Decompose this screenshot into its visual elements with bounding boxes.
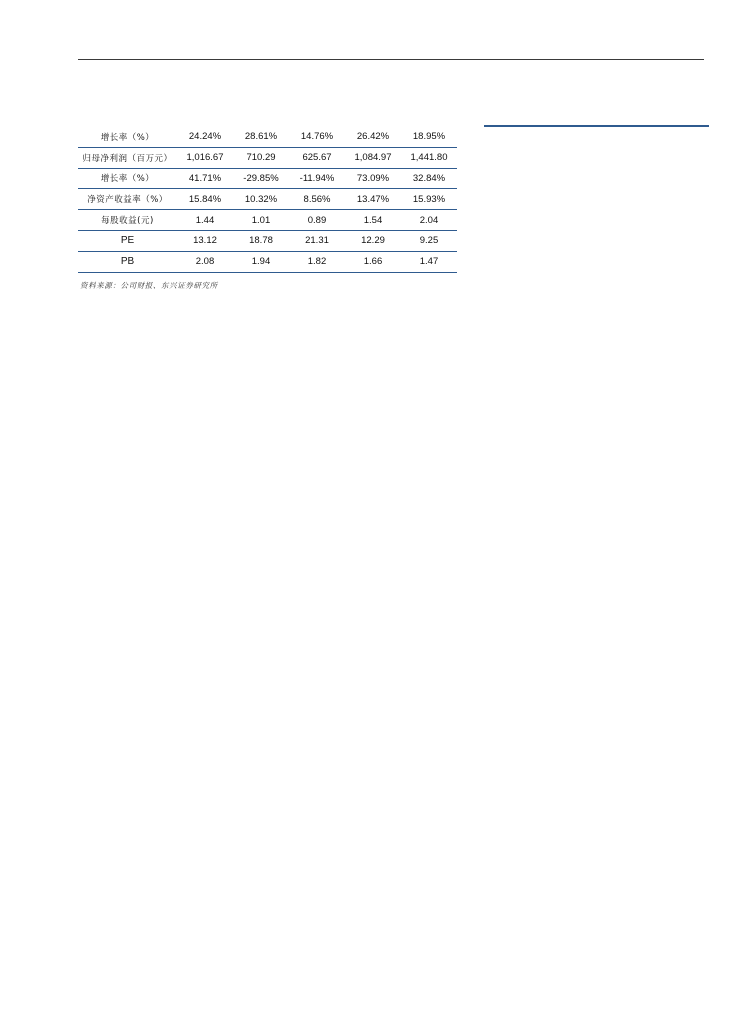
table-cell: -29.85% bbox=[233, 168, 289, 189]
table-cell: 21.31 bbox=[289, 230, 345, 251]
table-cell: 18.78 bbox=[233, 230, 289, 251]
table-cell: 1.01 bbox=[233, 210, 289, 231]
table-row bbox=[78, 230, 457, 251]
table-cell: 0.89 bbox=[289, 210, 345, 231]
table-cell: 1,441.80 bbox=[401, 147, 457, 168]
table-cell: 1.47 bbox=[401, 251, 457, 272]
table-cell: 32.84% bbox=[401, 168, 457, 189]
table-row bbox=[78, 189, 457, 210]
table-cell: 13.12 bbox=[177, 230, 233, 251]
row-label: 增长率（%） bbox=[78, 127, 177, 147]
table-cell: 1.66 bbox=[345, 251, 401, 272]
page-header-rule bbox=[78, 59, 704, 60]
row-label: 每股收益(元) bbox=[78, 210, 177, 231]
row-label: PE bbox=[78, 230, 177, 251]
table-cell: 10.32% bbox=[233, 189, 289, 210]
table-cell: -11.94% bbox=[289, 168, 345, 189]
table-cell: 13.47% bbox=[345, 189, 401, 210]
table-cell: 625.67 bbox=[289, 147, 345, 168]
table-cell: 14.76% bbox=[289, 127, 345, 147]
table-cell: 2.04 bbox=[401, 210, 457, 231]
table-row bbox=[78, 210, 457, 231]
table-cell: 24.24% bbox=[177, 127, 233, 147]
table-cell: 1,084.97 bbox=[345, 147, 401, 168]
table-cell: 28.61% bbox=[233, 127, 289, 147]
row-label: PB bbox=[78, 251, 177, 272]
sidebar-section-rule bbox=[484, 125, 709, 127]
table-row bbox=[78, 127, 457, 147]
table-cell: 1.54 bbox=[345, 210, 401, 231]
source-note: 资料来源：公司财报、东兴证券研究所 bbox=[80, 281, 218, 290]
table-cell: 1,016.67 bbox=[177, 147, 233, 168]
table-cell: 41.71% bbox=[177, 168, 233, 189]
table-cell: 1.44 bbox=[177, 210, 233, 231]
table-cell: 1.82 bbox=[289, 251, 345, 272]
table-cell: 15.93% bbox=[401, 189, 457, 210]
table-cell: 26.42% bbox=[345, 127, 401, 147]
table-row bbox=[78, 168, 457, 189]
table-cell: 710.29 bbox=[233, 147, 289, 168]
table-cell: 12.29 bbox=[345, 230, 401, 251]
financial-forecast-table bbox=[78, 127, 457, 273]
table-cell: 8.56% bbox=[289, 189, 345, 210]
row-label: 归母净利润（百万元） bbox=[78, 147, 177, 168]
table-row bbox=[78, 251, 457, 272]
table-row bbox=[78, 147, 457, 168]
table-cell: 18.95% bbox=[401, 127, 457, 147]
row-label: 增长率（%） bbox=[78, 168, 177, 189]
table-cell: 15.84% bbox=[177, 189, 233, 210]
table-cell: 73.09% bbox=[345, 168, 401, 189]
table-cell: 9.25 bbox=[401, 230, 457, 251]
table-cell: 2.08 bbox=[177, 251, 233, 272]
table-cell: 1.94 bbox=[233, 251, 289, 272]
row-label: 净资产收益率（%） bbox=[78, 189, 177, 210]
